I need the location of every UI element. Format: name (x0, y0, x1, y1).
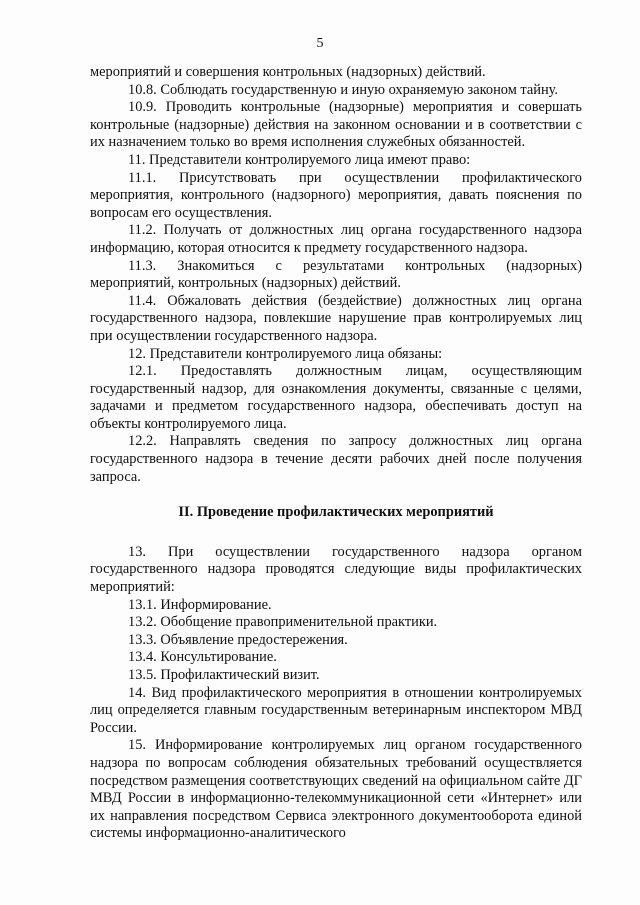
paragraph: 12.2. Направлять сведения по запросу должностных лиц органа государственного надзора в течение десяти рабочих дней после получения запроса. (90, 433, 582, 485)
paragraph: 15. Информирование контролируемых лиц органом государственного надзора по вопросам соблюдения обязательных требований осуществляется посредством размещения соответствующих сведений на официальном сайте ДГ МВД России в информационно-телекоммуникационной сети «Интернет» или их направления посредством Сервиса электронного документооборота единой системы информационно-аналитического (90, 737, 582, 842)
paragraph: 12. Представители контролируемого лица обязаны: (128, 345, 443, 362)
list-item: 13.2. Обобщение правоприменительной практики. (128, 614, 438, 631)
page-number: 5 (316, 36, 324, 51)
list-item: 13.3. Объявление предостережения. (128, 631, 348, 648)
paragraph: 11.1. Присутствовать при осуществлении профилактического мероприятия, контрольного (надзорного) мероприятия, давать пояснения по вопросам его осуществления. (90, 169, 582, 221)
paragraph: 13. При осуществлении государственного надзора органом государственного надзора проводятся следующие виды профилактических мероприятий: (90, 543, 582, 596)
section-heading: II. Проведение профилактических мероприятий (178, 504, 494, 521)
list-item: 13.5. Профилактический визит. (128, 667, 320, 683)
paragraph: 11.3. Знакомиться с результатами контрольных (надзорных) мероприятий, контрольных (надзорных) действий. (90, 257, 582, 292)
paragraph: 14. Вид профилактического мероприятия в отношении контролируемых лиц определяется главным государственным ветеринарным инспектором МВД России. (90, 684, 582, 736)
paragraph: 11.4. Обжаловать действия (бездействие) должностных лиц органа государственного надзора, повлекшие нарушение прав контролируемых лиц при осуществлении государственного надзора. (90, 292, 582, 344)
paragraph: 10.9. Проводить контрольные (надзорные) мероприятия и совершать контрольные (надзорные) действия на законном основании и в соответствии с их назначением только во время исполнения служебных обязанностей. (90, 99, 582, 151)
list-item: 13.4. Консультирование. (128, 649, 277, 666)
document-body (90, 64, 582, 843)
list-item: 13.1. Информирование. (128, 596, 272, 613)
paragraph: 10.8. Соблюдать государственную и иную охраняемую законом тайну. (128, 81, 559, 98)
paragraph: 12.1. Предоставлять должностным лицам, осуществляющим государственный надзор, для ознакомления документы, связанные с целями, задачами и предметом государственного надзора, обеспечивать доступ на объекты контролируемого лица. (90, 363, 582, 432)
paragraph: мероприятий и совершения контрольных (надзорных) действий. (90, 64, 486, 80)
paragraph: 11. Представители контролируемого лица имеют право: (128, 151, 471, 168)
paragraph: 11.2. Получать от должностных лиц органа государственного надзора информацию, которая относится к предмету государственного надзора. (90, 222, 582, 256)
